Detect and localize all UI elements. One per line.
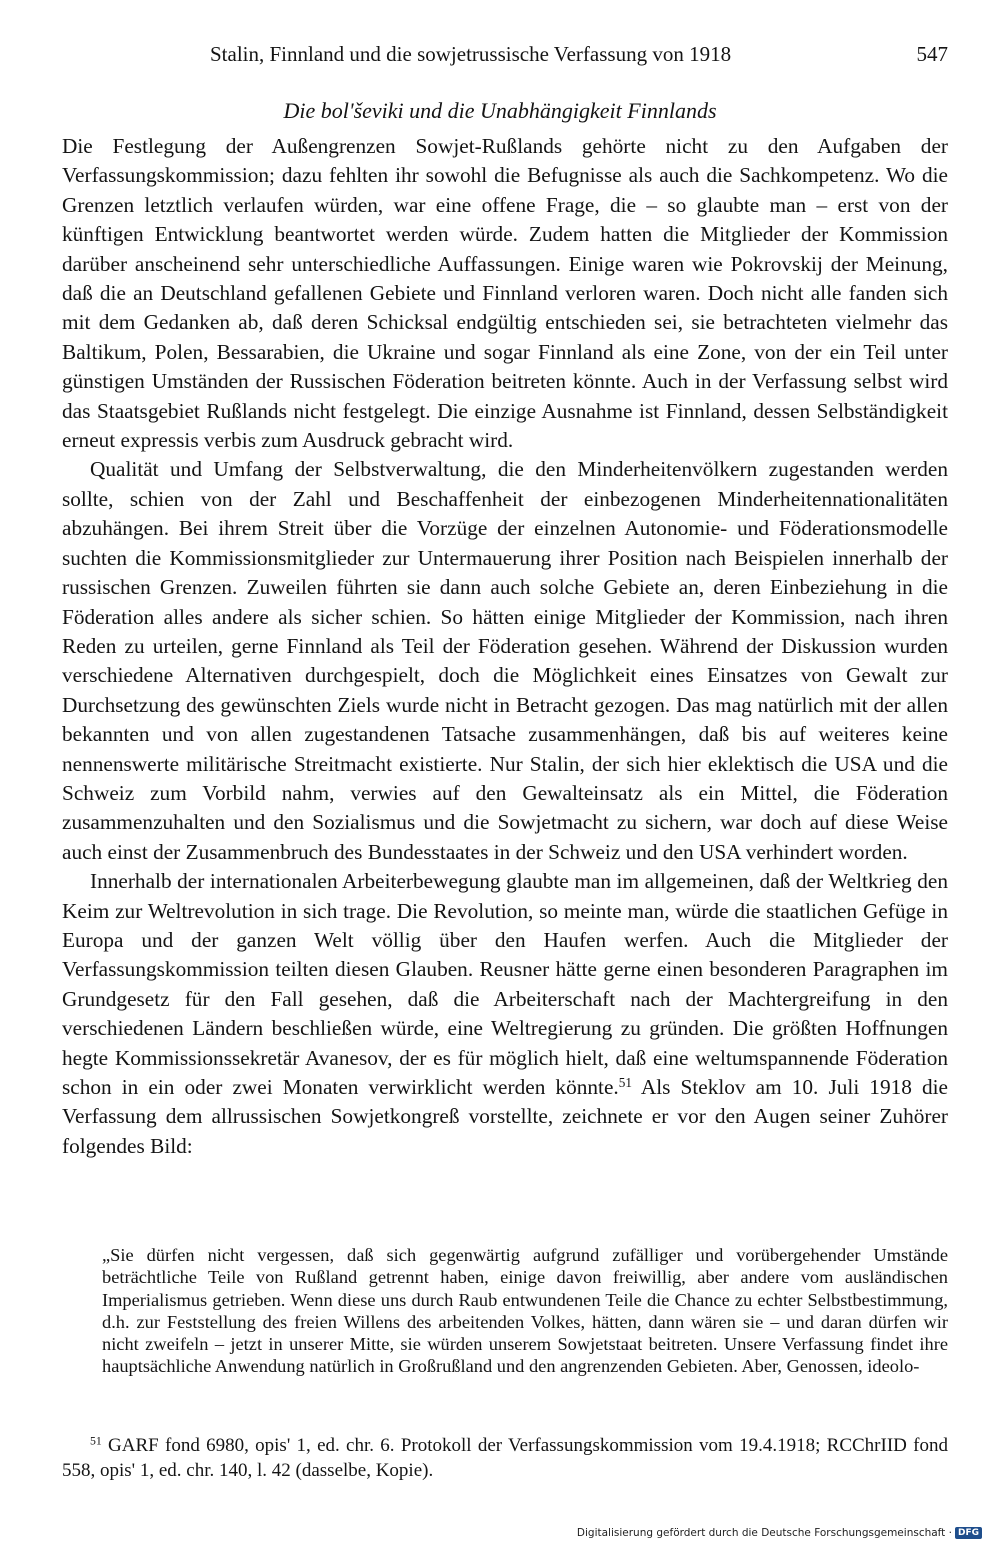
block-quote: [102, 1244, 948, 1378]
paragraph-3-text-before: Innerhalb der internationalen Arbeiterbewegung glaubte man im allgemeinen, daß der Weltkrieg den Keim zur Weltrevolution in sich trage. Die Revolution, so meinte man, würde die staatlichen Gefüge in Europa und der ganzen Welt völlig über den Haufen werfen. Auch die Mitglieder der Verfassungskommission teilten diesen Glauben. Reusner hätte gerne einen besonderen Paragraphen im Grundgesetz für den Fall gesehen, daß die Arbeiterschaft nach der Machtergreifung in den verschiedenen Ländern beschließen würde, eine Weltregierung zu gründen. Die größten Hoffnungen hegte Kommissionssekretär Avanesov, der es für möglich hielt, daß eine weltumspannende Föderation schon in ein oder zwei Monaten verwirklicht werden könnte.: [62, 869, 948, 1099]
body-text: [62, 132, 948, 1161]
paragraph-2: Qualität und Umfang der Selbstverwaltung, die den Minderheitenvölkern zugestanden werden sollte, schien von der Zahl und Beschaffenheit der einbezogenen Minderheitennationalitäten abzuhängen. Bei ihrem Streit über die Vorzüge der einzelnen Autonomie- und Föderationsmodelle suchten die Kommissionsmitglieder zur Untermauerung ihrer Position nach Beispielen innerhalb der russischen Grenzen. Zuweilen führten sie dann auch solche Gebiete an, deren Einbeziehung in die Föderation alles andere als sicher schien. So hätten einige Mitglieder der Kommission, nach ihren Reden zu urteilen, gerne Finnland als Teil der Föderation gesehen. Während der Diskussion wurden verschiedene Alternativen durchgespielt, doch die Möglichkeit eines Einsatzes von Gewalt zur Durchsetzung des gewünschten Ziels wurde nicht in Betracht gezogen. Das mag natürlich mit der allen bekannten und von allen zugestandenen Tatsache zusammenhängen, daß bis auf weiteres keine nennenswerte militärische Streitmacht existierte. Nur Stalin, der sich hier eklektisch die USA und die Schweiz zum Vorbild nahm, verwies auf den Gewalteinsatz als ein Mittel, die Föderation zusammenzuhalten und den Sozialismus und die Sowjetmacht zu sichern, war doch auf diese Weise auch einst der Zusammenbruch des Bundesstaates in der Schweiz und den USA verhindert worden.: [62, 457, 948, 864]
section-heading: Die bol'ševiki und die Unabhängigkeit Finnlands: [283, 98, 717, 123]
funding-text: Digitalisierung gefördert durch die Deutsche Forschungsgemeinschaft ·: [576, 1527, 952, 1539]
page-number: 547: [916, 42, 948, 66]
dfg-logo-icon: DFG: [955, 1527, 982, 1539]
running-header: [62, 42, 948, 74]
paragraph-3-text-after: Als Steklov am 10. Juli 1918 die Verfassung dem allrussischen Sowjetkongreß vorstellte, zeichnete er vor den Augen seiner Zuhörer folgendes Bild:: [62, 1075, 949, 1158]
funding-note: [577, 1527, 982, 1539]
footnote: [62, 1433, 948, 1483]
footnote-reference[interactable]: 51: [618, 1074, 632, 1090]
paragraph-3: [62, 867, 948, 1161]
footnote-text: GARF fond 6980, opis' 1, ed. chr. 6. Protokoll der Verfassungskommission vom 19.4.1918; RCChrIID fond 558, opis' 1, ed. chr. 140, l. 42 (dasselbe, Kopie).: [62, 1435, 948, 1481]
footnote-number: 51: [90, 1434, 102, 1448]
paragraph-1: Die Festlegung der Außengrenzen Sowjet-Rußlands gehörte nicht zu den Aufgaben der Verfassungskommission; dazu fehlten ihr sowohl die Befugnisse als auch die Sachkompetenz. Wo die Grenzen letztlich verlaufen würden, war eine offene Frage, die – so glaubte man – erst von der künftigen Entwicklung beantwortet werden würde. Zudem hatten die Mitglieder der Kommission darüber anscheinend sehr unterschiedliche Auffassungen. Einige waren wie Pokrovskij der Meinung, daß die an Deutschland gefallenen Gebiete und Finnland verloren waren. Doch nicht alle fanden sich mit dem Gedanken ab, daß deren Schicksal endgültig entschieden sei, sie betrachteten vielmehr das Baltikum, Polen, Bessarabien, die Ukraine und sogar Finnland als eine Zone, von der ein Teil unter günstigen Umständen der Russischen Föderation beitreten könnte. Auch in der Verfassung selbst wird das Staatsgebiet Rußlands nicht festgelegt. Die einzige Ausnahme ist Finnland, dessen Selbständigkeit erneut expressis verbis zum Ausdruck gebracht wird.: [62, 134, 948, 453]
running-title: Stalin, Finnland und die sowjetrussische Verfassung von 1918: [210, 42, 732, 66]
quote-text: „Sie dürfen nicht vergessen, daß sich gegenwärtig aufgrund zufälliger und vorübergehender Umstände beträchtliche Teile von Rußland getrennt haben, einige davon freiwillig, aber andere vom ausländischen Imperialismus getrieben. Wenn diese uns durch Raub entwundenen Teile die Chance zu echter Selbstbestimmung, d.h. zur Feststellung des freien Willens des arbeitenden Volkes, hätten, dann wären sie – und daran dürfen wir nicht zweifeln – jetzt in unserer Mitte, sie würden unserem Sowjetstaat beitreten. Unsere Verfassung findet ihre hauptsächliche Anwendung natürlich in Großrußland und den angrenzenden Gebieten. Aber, Genossen, ideolo-: [102, 1245, 948, 1377]
